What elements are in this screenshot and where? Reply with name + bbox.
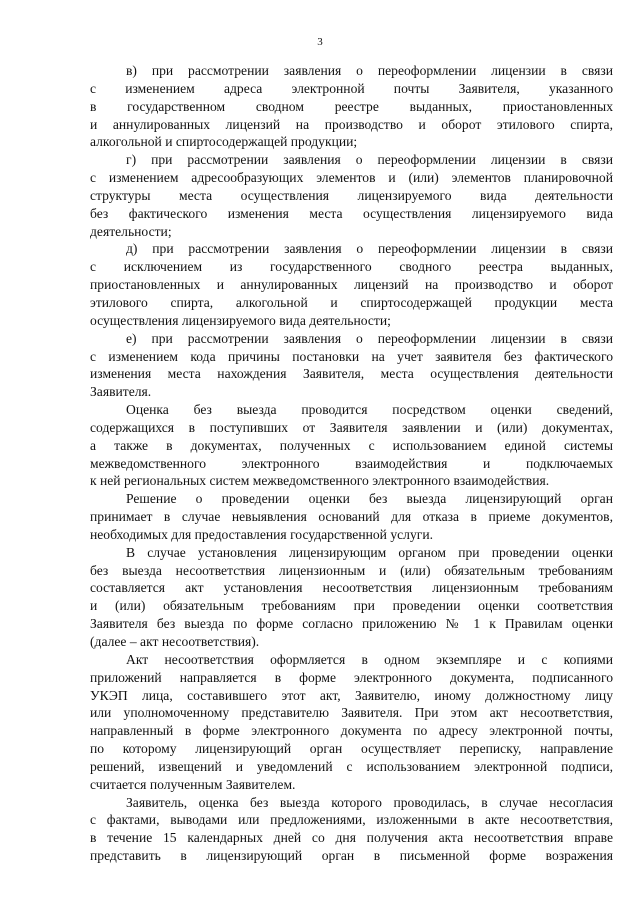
paragraph	[90, 401, 613, 490]
paragraph	[90, 151, 613, 240]
text-line: а также в документах, полученных с использованием единой системы	[90, 437, 613, 453]
text-line: Акт несоответствия оформляется в одном экземпляре и с копиями	[126, 651, 613, 667]
text-line: принимает в случае невыявления оснований для отказа в приеме документов,	[90, 509, 613, 525]
text-line: с изменением кода причины постановки на учет заявителя без фактического	[90, 348, 613, 364]
text-line: Заявитель, оценка без выезда которого проводилась, в случае несогласия	[126, 794, 613, 810]
text-line: В случае установления лицензирующим органом при проведении оценки	[126, 544, 613, 560]
paragraph	[90, 490, 613, 544]
text-line: е) при рассмотрении заявления о переоформлении лицензии в связи	[126, 330, 613, 346]
paragraph	[90, 794, 613, 865]
text-line: изменения места нахождения Заявителя, места осуществления деятельности	[90, 366, 613, 382]
text-line: к ней региональных систем межведомственного электронного взаимодействия.	[90, 473, 550, 489]
text-line: и аннулированных лицензий на производство и оборот этилового спирта,	[90, 116, 613, 132]
text-line: осуществления лицензируемого вида деятельности;	[90, 312, 391, 328]
text-line: без выезда несоответствия лицензионным и (или) обязательным требованиям	[90, 562, 613, 578]
text-line: направленный в форме электронного документа по адресу электронной почты,	[90, 723, 613, 739]
text-line: в государственном сводном реестре выданных, приостановленных	[90, 98, 613, 114]
document-body	[90, 62, 613, 865]
paragraph	[90, 240, 613, 329]
text-line: д) при рассмотрении заявления о переоформлении лицензии в связи	[126, 241, 613, 257]
paragraph	[90, 62, 613, 151]
text-line: приложений направляется в форме электронного документа, подписанного	[90, 669, 613, 685]
text-line: Решение о проведении оценки без выезда лицензирующий орган	[126, 491, 613, 507]
text-line: межведомственного электронного взаимодействия и подключаемых	[90, 455, 613, 471]
page-number: 3	[317, 36, 323, 48]
paragraph	[90, 544, 613, 651]
text-line: решений, извещений и уведомлений с использованием электронной подписи,	[90, 758, 613, 774]
text-line: и (или) обязательным требованиям при проведении оценки соответствия	[90, 598, 613, 614]
text-line: в) при рассмотрении заявления о переоформлении лицензии в связи	[126, 63, 613, 78]
text-line: Оценка без выезда проводится посредством оценки сведений,	[126, 402, 613, 418]
text-line: Заявителя без выезда по форме согласно приложению № 1 к Правилам оценки	[90, 616, 613, 632]
text-line: приостановленных и аннулированных лицензий на производство и оборот	[90, 277, 613, 293]
text-line: необходимых для предоставления государственной услуги.	[90, 526, 434, 542]
text-line: или уполномоченному представителю Заявителя. При этом акт несоответствия,	[90, 705, 613, 721]
text-line: содержащихся в поступивших от Заявителя заявлении и (или) документах,	[90, 419, 613, 435]
text-line: УКЭП лица, составившего этот акт, Заявителю, иному должностному лицу	[90, 687, 613, 703]
text-line: представить в лицензирующий орган в письменной форме возражения	[90, 848, 613, 864]
text-line: структуры места осуществления лицензируемого вида деятельности	[90, 187, 613, 203]
paragraph	[90, 330, 613, 401]
text-line: по которому лицензирующий орган осуществляет переписку, направление	[90, 741, 613, 757]
text-line: без фактического изменения места осуществления лицензируемого вида	[90, 205, 613, 221]
text-line: с фактами, выводами или предложениями, изложенными в акте несоответствия,	[90, 812, 613, 828]
text-line: в течение 15 календарных дней со дня получения акта несоответствия вправе	[90, 830, 613, 846]
text-line: считается полученным Заявителем.	[90, 776, 296, 792]
text-line: (далее – акт несоответствия).	[90, 634, 260, 649]
text-line: Заявителя.	[90, 384, 152, 400]
text-line: г) при рассмотрении заявления о переоформлении лицензии в связи	[126, 152, 613, 168]
text-line: этилового спирта, алкогольной и спиртосодержащей продукции места	[90, 294, 613, 310]
text-line: деятельности;	[90, 223, 172, 239]
text-line: составляется акт установления несоответствия лицензионным требованиям	[90, 580, 613, 596]
text-line: алкогольной и спиртосодержащей продукции;	[90, 134, 358, 150]
text-line: с изменением адресообразующих элементов и (или) элементов планировочной	[90, 170, 613, 186]
text-line: с исключением из государственного сводного реестра выданных,	[90, 259, 613, 275]
text-line: с изменением адреса электронной почты Заявителя, указанного	[90, 80, 613, 96]
paragraph	[90, 651, 613, 794]
